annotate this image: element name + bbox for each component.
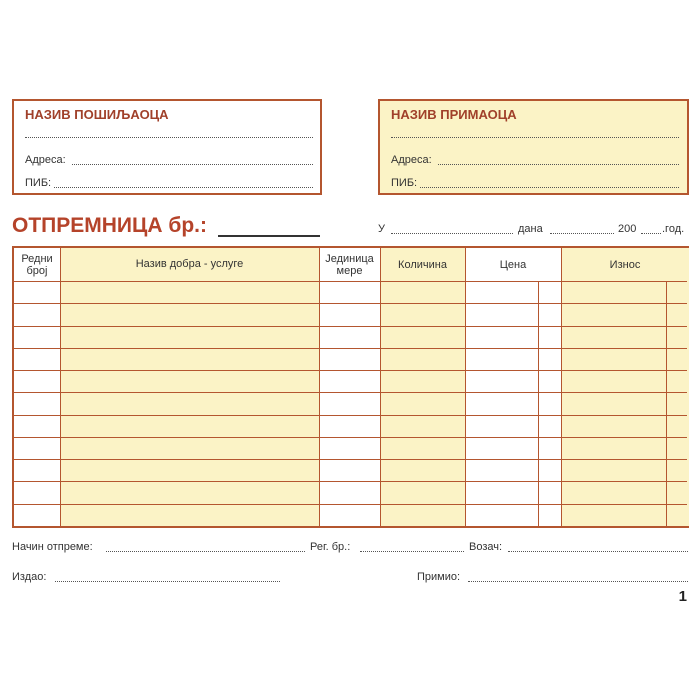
document-title: ОТПРЕМНИЦА бр.: [12, 214, 207, 237]
receiver-address-label: Адреса: [391, 154, 432, 166]
document-number-field[interactable] [218, 235, 320, 237]
receiver-title: НАЗИВ ПРИМАОЦА [391, 107, 517, 122]
column-amount [561, 248, 689, 526]
place-field[interactable] [391, 233, 513, 234]
sender-pib-label: ПИБ: [25, 177, 52, 189]
driver-field[interactable] [508, 551, 688, 552]
receiver-name-field[interactable] [391, 137, 679, 138]
sender-pib-field[interactable] [54, 187, 313, 188]
issued-by-label: Издао: [12, 571, 47, 583]
table-row-separator [14, 437, 687, 438]
table-row-separator [14, 481, 687, 482]
table-row-separator [14, 415, 687, 416]
year-suffix: .год. [662, 223, 685, 235]
amount-decimal-divider [666, 281, 667, 526]
shipping-method-label: Начин отпреме: [12, 541, 93, 553]
sender-address-field[interactable] [72, 164, 313, 165]
table-row-separator [14, 370, 687, 371]
table-row-separator [14, 459, 687, 460]
year-field[interactable] [641, 233, 661, 234]
driver-label: Возач: [469, 541, 503, 553]
sender-box [12, 99, 322, 195]
header-separator [14, 281, 687, 282]
date-field[interactable] [550, 233, 614, 234]
header-unit: Јединица мере [325, 252, 374, 277]
price-decimal-divider [538, 281, 539, 526]
receiver-pib-label: ПИБ: [391, 177, 418, 189]
table-row-separator [14, 392, 687, 393]
reg-number-label: Рег. бр.: [310, 541, 351, 553]
table-divider [319, 248, 320, 526]
sender-address-label: Адреса: [25, 154, 66, 166]
header-amount: Износ [609, 258, 641, 271]
issued-by-field[interactable] [55, 581, 280, 582]
header-ordinal: Редни број [21, 252, 53, 277]
header-quantity: Количина [398, 258, 447, 271]
place-label: У [378, 223, 385, 235]
column-quantity [380, 248, 465, 526]
receiver-pib-field[interactable] [420, 187, 679, 188]
received-by-field[interactable] [468, 581, 688, 582]
receiver-address-field[interactable] [438, 164, 679, 165]
table-row-separator [14, 504, 687, 505]
table-divider [60, 248, 61, 526]
table-divider [465, 248, 466, 526]
header-price: Цена [499, 258, 527, 271]
year-prefix: 200 [618, 223, 637, 235]
page-number: 1 [678, 588, 687, 605]
sender-name-field[interactable] [25, 137, 313, 138]
receiver-box [378, 99, 689, 195]
header-item-name: Назив добра - услуге [135, 258, 244, 270]
table-row-separator [14, 348, 687, 349]
day-label: дана [518, 223, 543, 235]
items-table [12, 246, 689, 528]
received-by-label: Примио: [417, 571, 461, 583]
table-divider [380, 248, 381, 526]
column-item-name [60, 248, 319, 526]
reg-number-field[interactable] [360, 551, 464, 552]
shipping-method-field[interactable] [106, 551, 305, 552]
table-divider [561, 248, 562, 526]
table-row-separator [14, 326, 687, 327]
table-row-separator [14, 303, 687, 304]
sender-title: НАЗИВ ПОШИЉАОЦА [25, 107, 169, 122]
